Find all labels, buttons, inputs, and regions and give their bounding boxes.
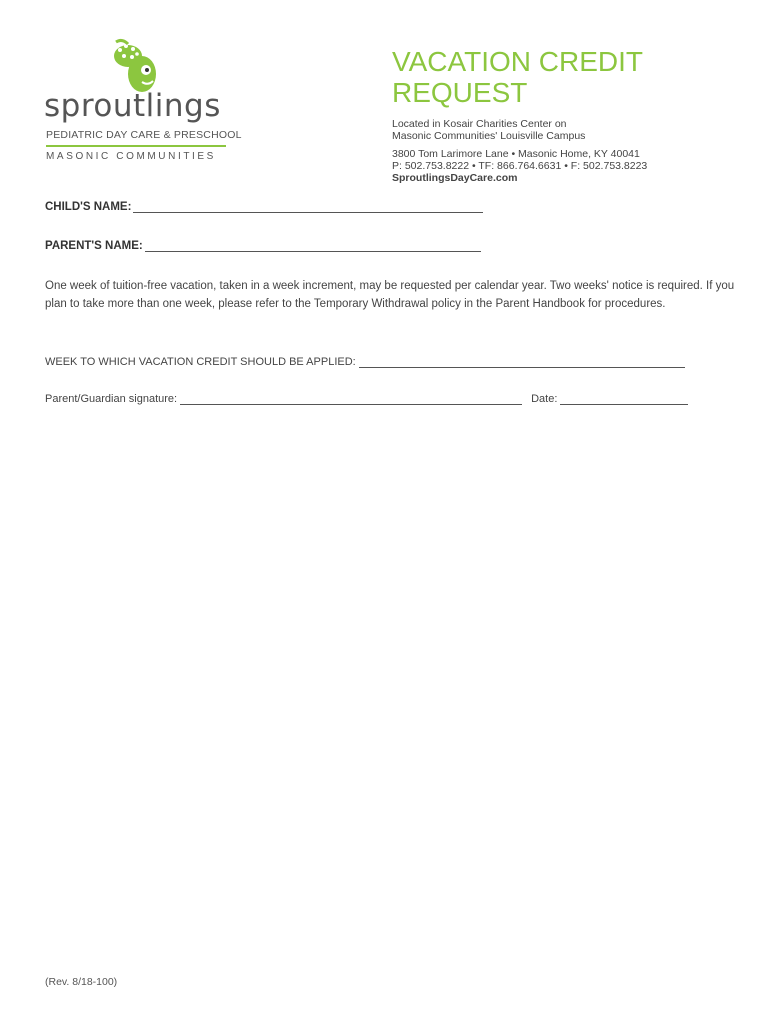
document-title <box>392 46 732 108</box>
location-line-1: Located in Kosair Charities Center on <box>392 118 567 130</box>
address-line: 3800 Tom Larimore Lane • Masonic Home, KY 40041 <box>392 148 640 160</box>
brand-subtitle: PEDIATRIC DAY CARE & PRESCHOOL <box>46 129 242 141</box>
date-label: Date: <box>531 393 558 405</box>
parent-name-field <box>45 239 481 252</box>
document-header <box>392 46 732 184</box>
contact-info <box>392 118 732 184</box>
title-line-2: REQUEST <box>392 77 528 108</box>
signature-input[interactable] <box>180 392 522 405</box>
website-link[interactable]: SproutlingsDayCare.com <box>392 172 518 184</box>
child-name-input[interactable] <box>133 200 483 213</box>
revision-note: (Rev. 8/18-100) <box>45 976 118 988</box>
parent-name-label: PARENT'S NAME: <box>45 240 143 252</box>
brand-name: sproutlings <box>44 88 221 124</box>
brand-org: MASONIC COMMUNITIES <box>46 151 216 162</box>
parent-name-input[interactable] <box>145 239 481 252</box>
child-name-label: CHILD'S NAME: <box>45 201 132 213</box>
phone-line: P: 502.753.8222 • TF: 866.764.6631 • F: 502.753.8223 <box>392 160 648 172</box>
brand-divider <box>46 145 226 147</box>
signature-field <box>45 392 688 405</box>
week-field <box>45 355 685 368</box>
policy-text: One week of tuition-free vacation, taken in a week increment, may be requested per calendar year. Two weeks' notice is required. If you plan to take more than one week, please refer to the Temporary Withdrawal policy in the Parent Handbook for procedures. <box>45 280 735 310</box>
title-line-1: VACATION CREDIT <box>392 46 643 77</box>
signature-label: Parent/Guardian signature: <box>45 393 178 405</box>
date-input[interactable] <box>560 392 688 405</box>
location-line-2: Masonic Communities' Louisville Campus <box>392 130 586 142</box>
week-label: WEEK TO WHICH VACATION CREDIT SHOULD BE APPLIED: <box>45 356 356 368</box>
week-input[interactable] <box>359 355 685 368</box>
child-name-field <box>45 200 483 213</box>
